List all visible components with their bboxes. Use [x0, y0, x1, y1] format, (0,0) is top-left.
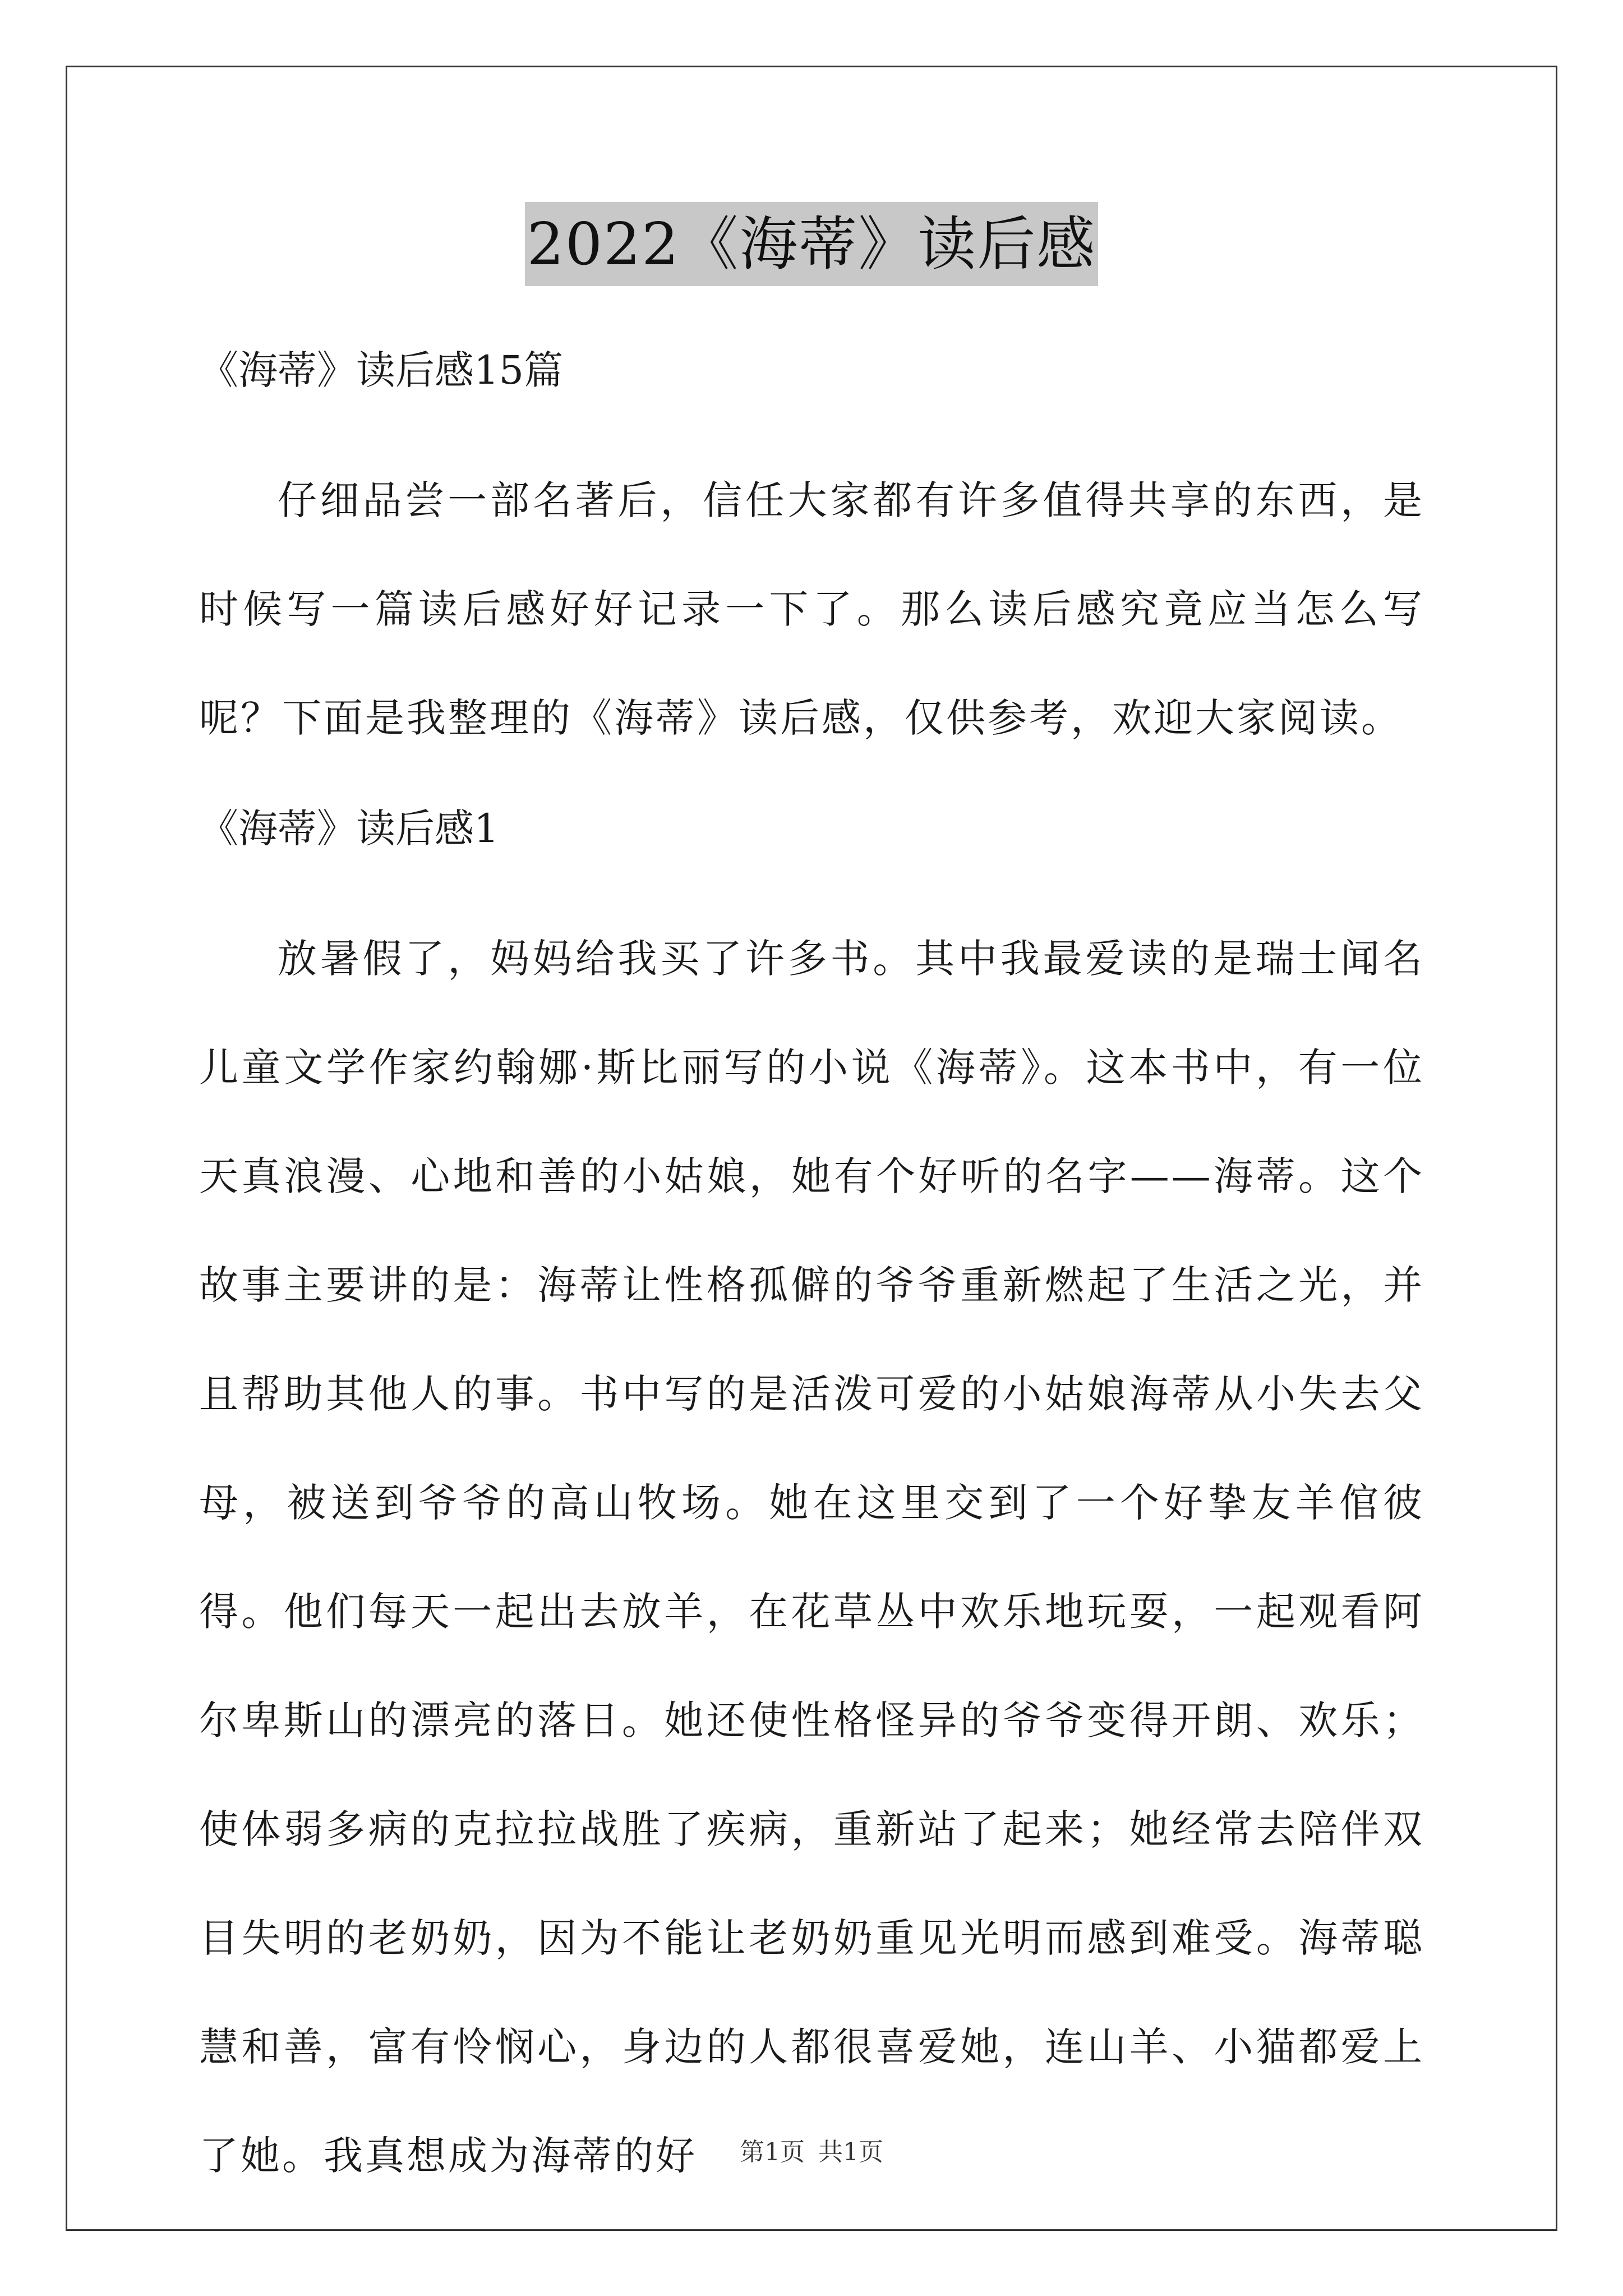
- body-paragraph: 放暑假了，妈妈给我买了许多书。其中我最爱读的是瑞士闻名儿童文学作家约翰娜·斯比丽写的小说《海蒂》。这本书中，有一位天真浪漫、心地和善的小姑娘，她有个好听的名字——海蒂。这个故事主要讲的是：海蒂让性格孤僻的爷爷重新燃起了生活之光，并且帮助其他人的事。书中写的是活泼可爱的小姑娘海蒂从小失去父母，被送到爷爷的高山牧场。她在这里交到了一个好挚友羊倌彼得。他们每天一起出去放羊，在花草丛中欢乐地玩耍，一起观看阿尔卑斯山的漂亮的落日。她还使性格怪异的爷爷变得开朗、欢乐；使体弱多病的克拉拉战胜了疾病，重新站了起来；她经常去陪伴双目失明的老奶奶，因为不能让老奶奶重见光明而感到难受。海蒂聪慧和善，富有怜悯心，身边的人都很喜爱她，连山羊、小猫都爱上了她。我真想成为海蒂的好: [199, 936, 1424, 2179]
- document-title: 2022《海蒂》读后感: [525, 202, 1099, 286]
- page-footer: 第1页 共1页: [740, 2138, 883, 2166]
- subtitle-heading: 《海蒂》读后感15篇: [199, 347, 564, 393]
- intro-paragraph: 仔细品尝一部名著后，信任大家都有许多值得共享的东西，是时候写一篇读后感好好记录一下了。那么读后感究竟应当怎么写呢？下面是我整理的《海蒂》读后感，仅供参考，欢迎大家阅读。: [199, 477, 1424, 741]
- title-container: [0, 202, 1623, 286]
- section-heading: 《海蒂》读后感1: [199, 806, 499, 852]
- document-body: [199, 342, 1424, 2210]
